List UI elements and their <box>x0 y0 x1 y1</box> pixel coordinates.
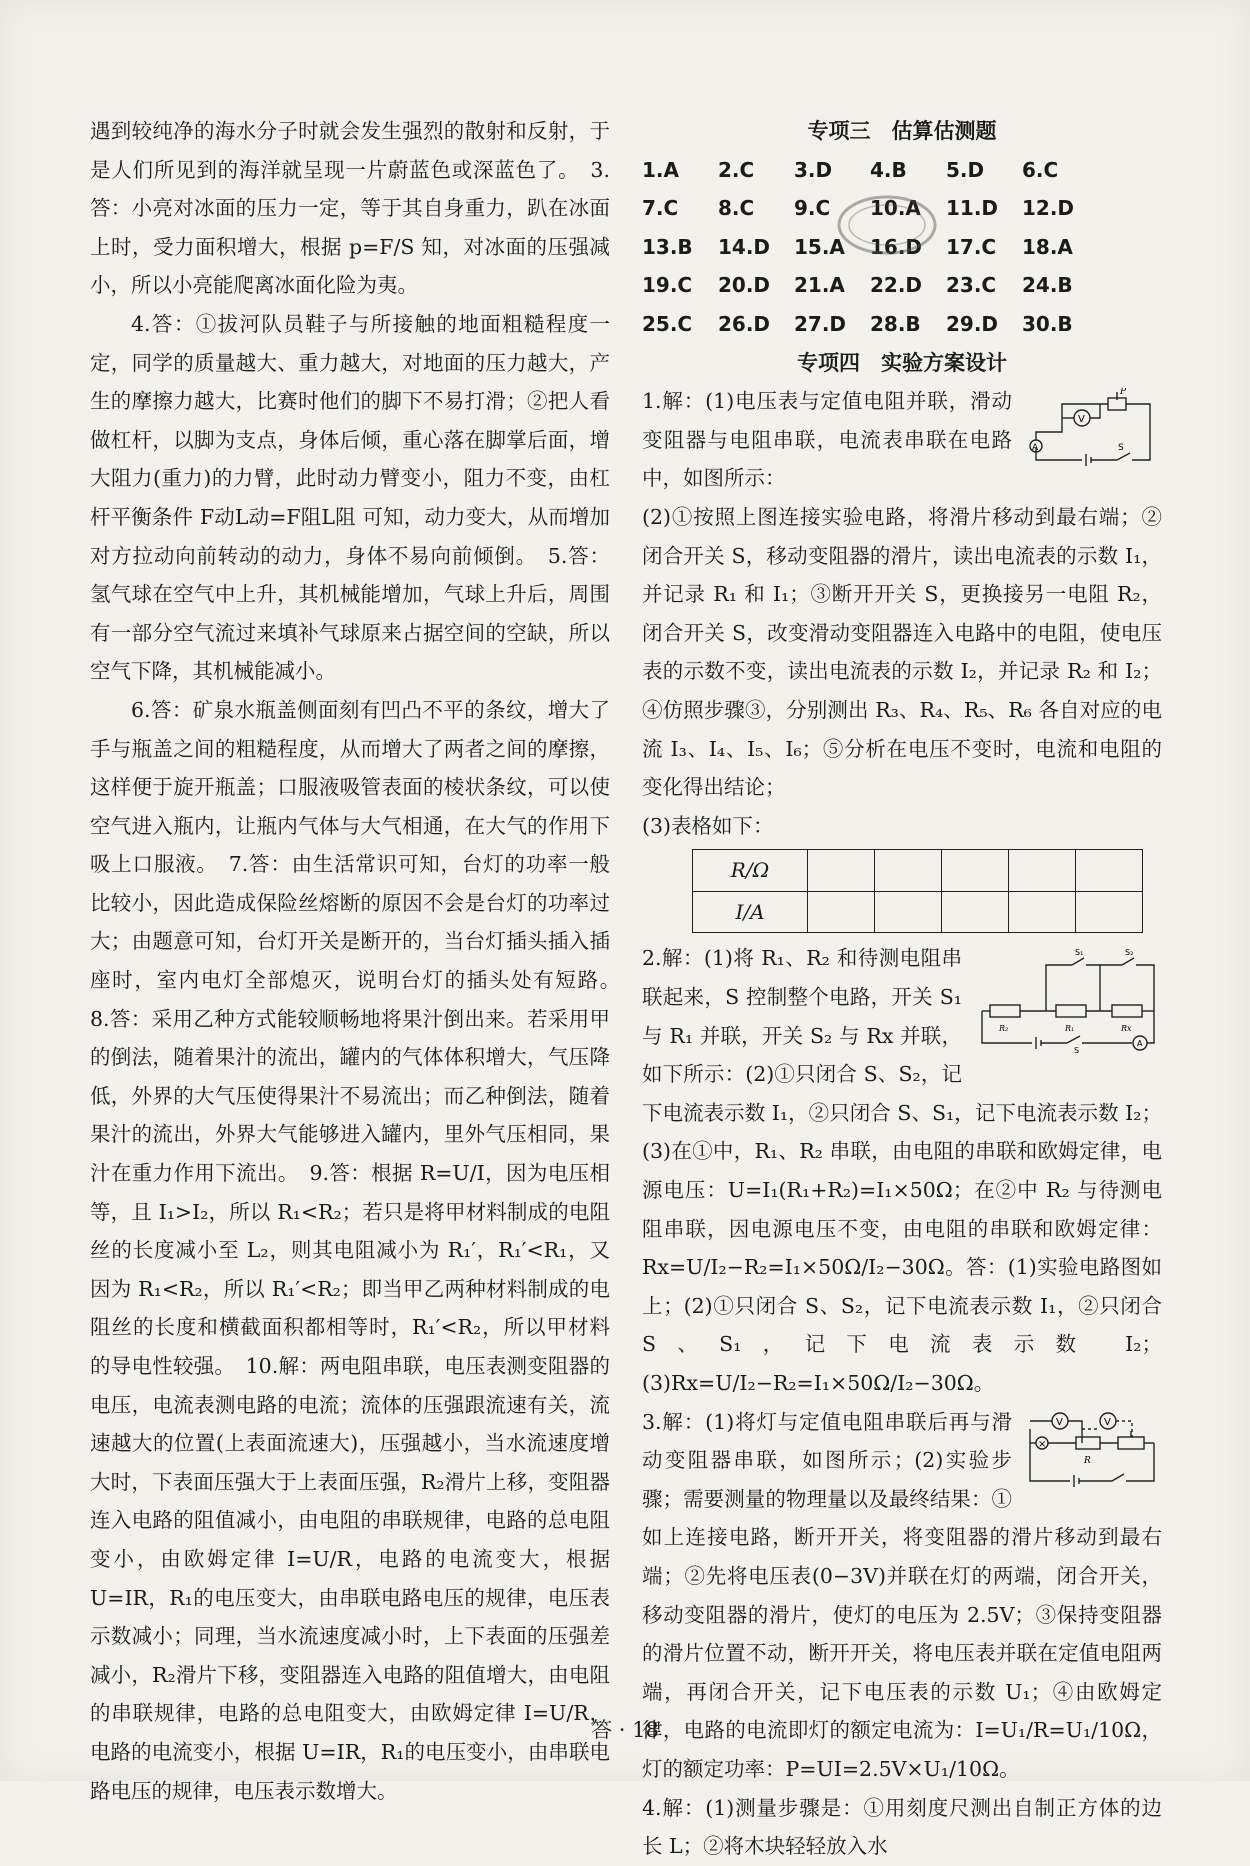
left-paragraph-3: 6.答：矿泉水瓶盖侧面刻有凹凸不平的条纹，增大了手与瓶盖之间的粗糙程度，从而增大了两者之间的摩擦，这样便于旋开瓶盖；口服液吸管表面的棱状条纹，可以使空气进入瓶内，让瓶内气体与大气相通，在大气的作用下吸上口服液。 7.答：由生活常识可知，台灯的功率一般比较小，因此造成保险丝熔断的原因不会是台灯的功率过大；由题意可知，台灯开关是断开的，当台灯插头插入插座时，室内电灯全部熄灭，说明台灯的插头处有短路。 8.答：采用乙种方式能较顺畅地将果汁倒出来。若采用甲的倒法，随着果汁的流出，罐内的气体体积增大，气压降低，外界的大气压使得果汁不易流出；而乙种倒法，随着果汁的流出，外界大气能够进入罐内，里外气压相同，果汁在重力作用下流出。 9.答：根据 R=U/I，因为电压相等，且 I₁>I₂，所以 R₁<R₂；若只是将甲材料制成的电阻丝的长度减小至 L₂，则其电阻减小为 R₁′，R₁′<R₁，又因为 R₁<R₂，所以 R₁′<R₂；即当甲乙两种材料制成的电阻丝的长度和横截面积都相等时，R₁′<R₂，所以甲材料的导电性较强。 10.解：两电阻串联，电压表测变阻器的电压，电流表测电路的电流；流体的压强跟流速有关，流速越大的位置(上表面流速大)，压强越小，当水流速度增大时，下表面压强大于上表面压强，R₂滑片上移，变阻器连入电路的阻值减小，由电阻的串联规律，电路的总电阻变小，由欧姆定律 I=U/R，电路的电流变大，根据 U=IR，R₁的电压变大，由串联电路电压的规律，电压表示数减小；同理，当水流速度减小时，上下表面的压强差减小，R₂滑片下移，变阻器连入电路的阻值增大，由电阻的串联规律，电路的总电阻变大，由欧姆定律 I=U/R，电路的电流变小，根据 U=IR，R₁的电压变小，由串联电路电压的规律，电压表示数增大。 <box>90 697 631 1803</box>
circuit-2-svg <box>972 945 1162 1053</box>
answer-item: 7.C <box>642 196 679 221</box>
table-header-resistance: R/Ω <box>693 850 808 892</box>
q4-text: 4.解：(1)测量步骤是：①用刻度尺测出自制正方体的边长 L；②将木块轻轻放入水 <box>642 1795 1162 1859</box>
q3-text: 3.解：(1)将灯与定值电阻串联后再与滑动变阻器串联，如图所示；(2)实验步骤；需要测量的物理量以及最终结果：①如上连接电路，断开开关，将变阻器的滑片移动到最右端；②先将电压表(0−3V)并联在灯的两端，闭合开关，移动变阻器的滑片，使灯的电压为 2.5V；③保持变阻器的滑片位置不动，断开开关，将电压表并联在定值电阻两端，再闭合开关，记下电压表的示数 U₁；④由欧姆定律，电路的电流即灯的额定电流为：I=U₁/R=U₁/10Ω，灯的额定功率：P=UI=2.5V×U₁/10Ω。 <box>642 1409 1162 1781</box>
circuit-3-svg <box>1022 1409 1162 1491</box>
stamp-seal <box>832 190 942 260</box>
svg-text:S: S <box>1118 443 1124 454</box>
answer-item: 5.D <box>946 157 985 182</box>
circuit-1-svg <box>1022 388 1162 470</box>
answer-item: 13.B <box>642 234 693 259</box>
svg-text:A: A <box>1137 1039 1143 1049</box>
table-header-current: I/A <box>693 891 808 933</box>
answer-item: 18.A <box>1022 234 1073 259</box>
svg-text:V: V <box>1078 414 1085 426</box>
q1-intro: 1.解：(1)电压表与定值电阻并联，滑动变阻器与电阻串联，电流表串联在电路中，如图所示： <box>642 389 1012 491</box>
answer-item: 29.D <box>946 311 999 336</box>
answer-item: 8.C <box>718 196 755 221</box>
table-row-current <box>693 891 1143 933</box>
answer-item: 27.D <box>794 311 847 336</box>
page-footer: 答 · 18 <box>591 1718 659 1742</box>
answer-item: 21.A <box>794 273 845 298</box>
answer-item: 28.B <box>870 311 921 336</box>
q1-table-intro: (3)表格如下： <box>642 813 774 838</box>
answer-item: 19.C <box>642 273 693 298</box>
answer-item: 10.A <box>870 196 921 221</box>
section-3-title: 专项三 估算估测题 <box>807 119 997 143</box>
svg-text:A: A <box>1032 443 1039 454</box>
svg-text:V: V <box>1056 1416 1063 1428</box>
table-row-resistance <box>693 850 1143 892</box>
svg-text:P: P <box>1120 388 1127 398</box>
answer-item: 22.D <box>870 273 923 298</box>
svg-text:V: V <box>1104 1416 1111 1428</box>
answer-item: 20.D <box>718 273 771 298</box>
answer-item: 14.D <box>718 234 771 259</box>
svg-text:S₂: S₂ <box>1125 948 1134 958</box>
answer-item: 3.D <box>794 157 833 182</box>
answer-item: 30.B <box>1022 311 1073 336</box>
svg-text:Rx: Rx <box>1121 1024 1132 1034</box>
answer-item: 12.D <box>1022 196 1075 221</box>
svg-text:×: × <box>1038 1438 1047 1450</box>
answer-item: 24.B <box>1022 273 1073 298</box>
answer-item: 9.C <box>794 196 831 221</box>
q1-steps: (2)①按照上图连接实验电路，将滑片移动到最右端；②闭合开关 S，移动变阻器的滑片，读出电流表的示数 I₁，并记录 R₁ 和 I₁；③断开开关 S，更换接另一电阻 R₂，闭合开关 S，改变滑动变阻器连入电路中的电阻，使电压表的示数不变，读出电流表的示数 I₂，并记录 R₂ 和 I₂；④仿照步骤③，分别测出 R₃、R₄、R₅、R₆ 各自对应的电流 I₃、I₄、I₅、I₆；⑤分析在电压不变时，电流和电阻的变化得出结论； <box>642 504 1162 800</box>
right-column <box>642 112 1162 1866</box>
svg-text:S₁: S₁ <box>1075 948 1084 958</box>
answer-item: 11.D <box>946 196 999 221</box>
answer-item: 2.C <box>718 157 755 182</box>
answer-item: 17.C <box>946 234 997 259</box>
svg-text:R: R <box>1084 1455 1091 1466</box>
svg-text:S: S <box>1074 1046 1080 1054</box>
answer-item: 26.D <box>718 311 771 336</box>
answer-item: 4.B <box>870 157 907 182</box>
section-4-title: 专项四 实验方案设计 <box>797 350 1007 375</box>
answer-item: 16.D <box>870 234 923 259</box>
circuit-diagram-2 <box>972 945 1162 1053</box>
answer-item: 1.A <box>642 157 679 182</box>
left-paragraph-2: 4.答：①拔河队员鞋子与所接触的地面粗糙程度一定，同学的质量越大、重力越大，对地面的压力越大，产生的摩擦力越大，比赛时他们的脚下不易打滑；②把人看做杠杆，以脚为支点，身体后倾，重心落在脚掌后面，增大阻力(重力)的力臂，此时动力臂变小，阻力不变，由杠杆平衡条件 F动L动=F阻L阻 可知，动力变大，从而增加对方拉动向前转动的动力，身体不易向前倾倒。 5.答：氢气球在空气中上升，其机械能增加，气球上升后，周围有一部分空气流过来填补气球原来占据空间的空缺，所以空气下降，其机械能减小。 <box>90 311 610 684</box>
watermark <box>313 1335 410 1447</box>
data-table <box>692 849 1143 933</box>
left-paragraph-1: 遇到较纯净的海水分子时就会发生强烈的散射和反射，于是人们所见到的海洋就呈现一片蔚蓝色或深蓝色了。 3.答：小亮对冰面的压力一定，等于其自身重力，趴在冰面上时，受力面积增大，根据 p=F/S 知，对冰面的压强减小，所以小亮能爬离冰面化险为夷。 <box>90 119 610 298</box>
svg-text:R₁: R₁ <box>1065 1024 1075 1034</box>
answer-item: 23.C <box>946 273 997 298</box>
circuit-diagram-3 <box>1022 1409 1162 1491</box>
answer-item: 25.C <box>642 311 693 336</box>
q2-text: 2.解：(1)将 R₁、R₂ 和待测电阻串联起来，S 控制整个电路，开关 S₁ 与 R₁ 并联，开关 S₂ 与 Rx 并联，如下所示：(2)①只闭合 S、S₂，记下电流表示数 I₁，②只闭合 S、S₁，记下电流表示数 I₂；(3)在①中，R₁、R₂ 串联，由电阻的串联和欧姆定律，电源电压：U=I₁(R₁+R₂)=I₁×50Ω；在②中 R₂ 与待测电阻串联，因电源电压不变，由电阻的串联和欧姆定律：Rx=U/I₂−R₂=I₁×50Ω/I₂−30Ω。答：(1)实验电路图如上；(2)①只闭合 S、S₂，记下电流表示数 I₁，②只闭合 S、S₁，记下电流表示数 I₂；(3)Rx=U/I₂−R₂=I₁×50Ω/I₂−30Ω。 <box>642 946 1162 1395</box>
svg-text:R₂: R₂ <box>999 1024 1009 1034</box>
circuit-diagram-1 <box>1022 388 1162 470</box>
answer-item: 15.A <box>794 234 845 259</box>
answer-item: 6.C <box>1022 157 1059 182</box>
